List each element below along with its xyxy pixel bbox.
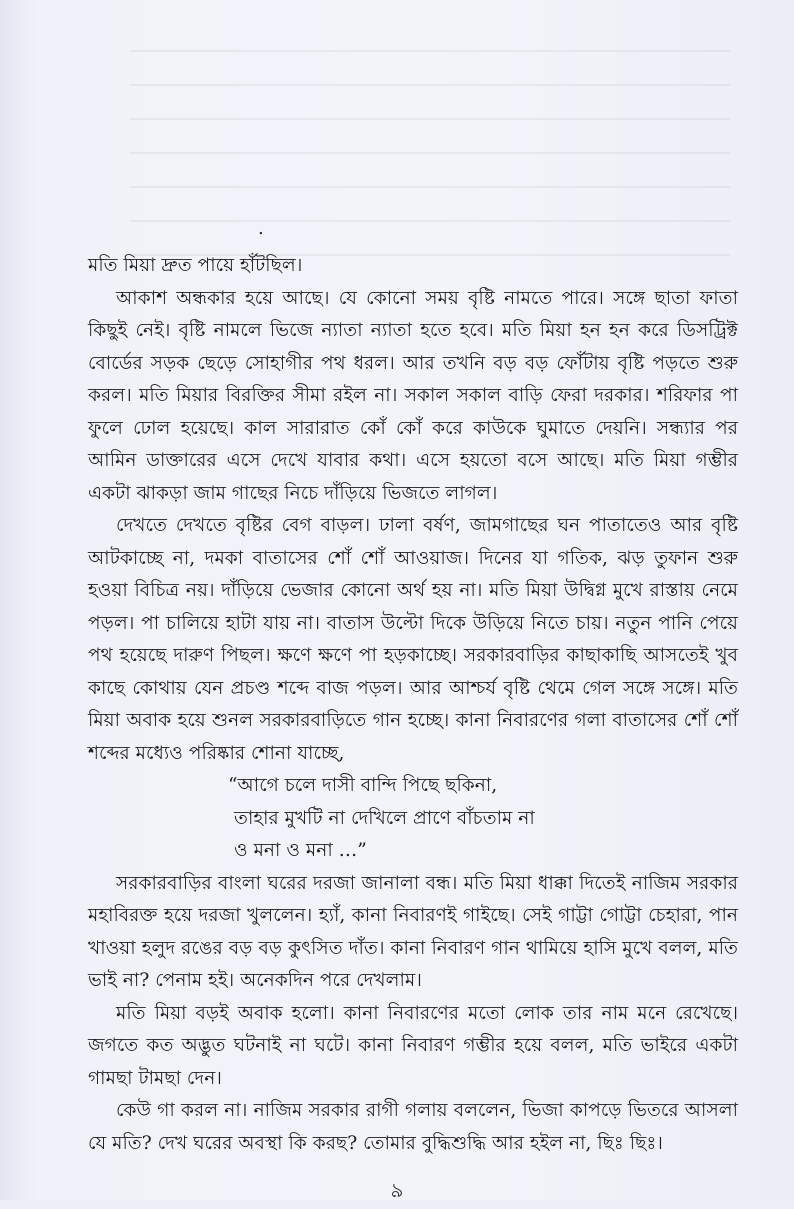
verse-line-2: তাহার মুখটি না দেখিলে প্রাণে বাঁচতাম না bbox=[234, 807, 535, 829]
song-verse bbox=[88, 770, 738, 868]
paragraph-4: সরকারবাড়ির বাংলা ঘরের দরজা জানালা বন্ধ। মতি মিয়া ধাক্কা দিতেই নাজিম সরকার মহাবিরক্ত হয়ে দরজা খুললেন। হ্যাঁ, কানা নিবারণই গাইছে। সেই গাট্টা গোট্টা চেহারা, পান খাওয়া হলুদ রঙের বড় বড় কুৎসিত দাঁত। কানা নিবারণ গান থামিয়ে হাসি মুখে বলল, মতি ভাই না? পেনাম হই। অনেকদিন পরে দেখলাম। bbox=[88, 872, 738, 991]
paragraph-2: আকাশ অন্ধকার হয়ে আছে। যে কোনো সময় বৃষ্টি নামতে পারে। সঙ্গে ছাতা ফাতা কিছুই নেই। বৃষ্টি নামলে ভিজে ন্যাতা ন্যাতা হতে হবে। মতি মিয়া হন হন করে ডিসট্রিক্ট বোর্ডের সড়ক ছেড়ে সোহাগীর পথ ধরল। আর তখনি বড় বড় ফোঁটায় বৃষ্টি পড়তে শুরু করল। মতি মিয়ার বিরক্তির সীমা রইল না। সকাল সকাল বাড়ি ফেরা দরকার। শরিফার পা ফুলে ঢোল হয়েছে। কাল সারারাত কোঁ কোঁ করে কাউকে ঘুমাতে দেয়নি। সন্ধ্যার পর আমিন ডাক্তারের এসে দেখে যাবার কথা। এসে হয়তো বসে আছে। মতি মিয়া গম্ভীর একটা ঝাকড়া জাম গাছের নিচে দাঁড়িয়ে ভিজতে লাগল। bbox=[88, 287, 738, 504]
paragraph-5: মতি মিয়া বড়ই অবাক হলো। কানা নিবারণের মতো লোক তার নাম মনে রেখেছে। জগতে কত অদ্ভুত ঘটনাই না ঘটে। কানা নিবারণ গম্ভীর হয়ে বলল, মতি ভাইরে একটা গামছা টামছা দেন। bbox=[88, 1002, 738, 1089]
paragraph-3: দেখতে দেখতে বৃষ্টির বেগ বাড়ল। ঢালা বর্ষণ, জামগাছের ঘন পাতাতেও আর বৃষ্টি আটকাচ্ছে না, দমকা বাতাসের শোঁ শোঁ আওয়াজ। দিনের যা গতিক, ঝড় তুফান শুরু হওয়া বিচিত্র নয়। দাঁড়িয়ে ভেজার কোনো অর্থ হয় না। মতি মিয়া উদ্বিগ্ন মুখে রাস্তায় নেমে পড়ল। পা চালিয়ে হাটা যায় না। বাতাস উল্টো দিকে উড়িয়ে নিতে চায়। নতুন পানি পেয়ে পথ হয়েছে দারুণ পিছল। ক্ষণে ক্ষণে পা হড়কাচ্ছে। সরকারবাড়ির কাছাকাছি আসতেই খুব কাছে কোথায় যেন প্রচণ্ড শব্দে বাজ পড়ল। আর আশ্চর্য বৃষ্টি থেমে গেল সঙ্গে সঙ্গে। মতি মিয়া অবাক হয়ে শুনল সরকারবাড়িতে গান হচ্ছে। কানা নিবারণের গলা বাতাসের শোঁ শোঁ শব্দের মধ্যেও পরিষ্কার শোনা যাচ্ছে, bbox=[88, 515, 738, 764]
verse-line-3: ও মনা ও মনা …” bbox=[234, 840, 367, 861]
page-number: ৯ bbox=[390, 1178, 404, 1202]
ink-dot: . bbox=[258, 218, 264, 239]
paragraph-1: মতি মিয়া দ্রুত পায়ে হাঁটছিল। bbox=[88, 255, 303, 276]
paragraph-6: কেউ গা করল না। নাজিম সরকার রাগী গলায় বললেন, ভিজা কাপড়ে ভিতরে আসলা যে মতি? দেখ ঘরের অবস্থা কি করছ? তোমার বুদ্ধিশুদ্ধি আর হইল না, ছিঃ ছিঃ। bbox=[88, 1100, 738, 1154]
verse-line-1: “আগে চলে দাসী বান্দি পিছে ছকিনা, bbox=[228, 775, 498, 796]
show-through-text bbox=[130, 50, 730, 270]
body-text bbox=[88, 250, 738, 1160]
